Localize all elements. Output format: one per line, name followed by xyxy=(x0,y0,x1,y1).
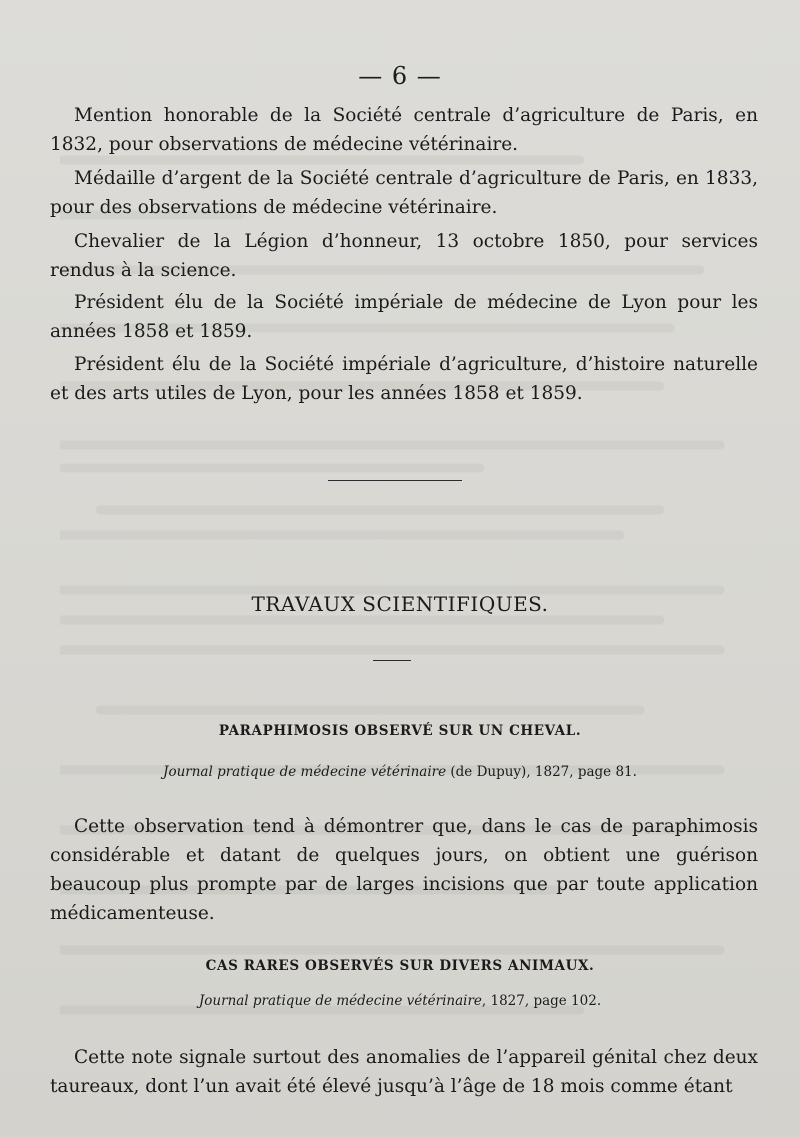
entry-citation-2 xyxy=(0,993,800,1009)
section-title: TRAVAUX SCIENTIFIQUES. xyxy=(251,592,549,616)
journal-reference: (de Dupuy), 1827, page 81. xyxy=(446,764,637,780)
honor-text: Président élu de la Société impériale d’agriculture, d’histoire naturelle et des arts utiles de Lyon, pour les années 1858 et 1859. xyxy=(50,354,758,404)
short-divider-rule xyxy=(373,660,411,661)
honor-paragraph-3 xyxy=(50,227,758,285)
honor-text: Mention honorable de la Société centrale d’agriculture de Paris, en 1832, pour observations de médecine vétérinaire. xyxy=(50,105,758,155)
honor-paragraph-2 xyxy=(50,164,758,222)
honor-text: Président élu de la Société impériale de médecine de Lyon pour les années 1858 et 1859. xyxy=(50,292,758,342)
entry-body-text: Cette note signale surtout des anomalies de l’appareil génital chez deux taureaux, dont l’un avait été élevé jusqu’à l’âge de 18 mois comme étant xyxy=(50,1047,758,1097)
honor-paragraph-4 xyxy=(50,288,758,346)
honor-paragraph-5 xyxy=(50,350,758,408)
journal-name: Journal pratique de médecine vétérinaire xyxy=(163,764,447,780)
entry-body-2 xyxy=(50,1043,758,1101)
honor-text: Chevalier de la Légion d’honneur, 13 octobre 1850, pour services rendus à la science. xyxy=(50,231,758,281)
entry-citation-1 xyxy=(0,764,800,780)
entry-title-2: CAS RARES OBSERVÉS SUR DIVERS ANIMAUX. xyxy=(205,958,595,974)
journal-name: Journal pratique de médecine vétérinaire xyxy=(198,993,482,1009)
honor-text: Médaille d’argent de la Société centrale d’agriculture de Paris, en 1833, pour des observations de médecine vétérinaire. xyxy=(50,168,758,218)
section-divider-rule xyxy=(328,480,462,481)
entry-title-1: PARAPHIMOSIS OBSERVÉ SUR UN CHEVAL. xyxy=(218,723,582,739)
entry-body-1 xyxy=(50,812,758,928)
honor-paragraph-1 xyxy=(50,101,758,159)
entry-body-text: Cette observation tend à démontrer que, dans le cas de paraphimosis considérable et datant de quelques jours, on obtient une guérison beaucoup plus prompte par de larges incisions que par toute application médicamenteuse. xyxy=(50,816,758,924)
journal-reference: , 1827, page 102. xyxy=(481,993,602,1009)
page-number: — 6 — xyxy=(358,62,442,90)
